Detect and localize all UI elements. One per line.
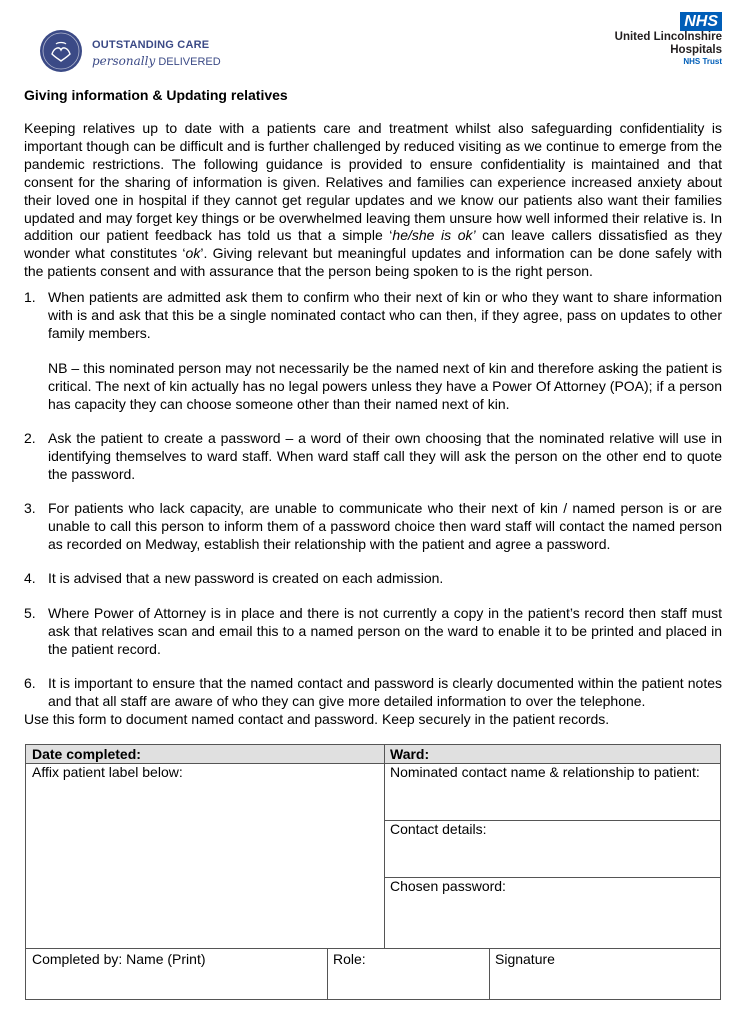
- intro-paragraph: [24, 120, 722, 281]
- date-completed-field[interactable]: Date completed:: [26, 745, 384, 763]
- form-divider: [26, 763, 720, 764]
- list-item: [24, 430, 722, 484]
- form-divider: [327, 948, 328, 999]
- list-item: [24, 570, 722, 588]
- step-note: NB – this nominated person may not necessarily be the named next of kin and therefore asking the patient is critical. The next of kin actually has no legal powers unless they have a Power Of Attorney (POA); if a person has capacity they can choose someone other than their named next of kin.: [48, 359, 722, 412]
- role-field[interactable]: Role:: [333, 951, 366, 967]
- contact-details-field[interactable]: Contact details:: [390, 821, 487, 837]
- named-contact-form: [25, 744, 721, 1000]
- completed-by-field[interactable]: Completed by: Name (Print): [32, 951, 206, 967]
- brand-line-2-italic: personally: [92, 54, 156, 68]
- step-text: For patients who lack capacity, are unable to communicate who their next of kin / named person is or are unable to call this person to inform them of a password choice then ward staff will contact the named person as recorded on Medway, establish their relationship with the patient and agree a password.: [48, 500, 722, 552]
- form-divider: [384, 820, 720, 821]
- brand-line-2: [92, 54, 221, 68]
- step-number: 1.: [24, 289, 36, 305]
- hands-heart-seal-icon: [40, 30, 82, 72]
- form-divider: [384, 745, 385, 948]
- brand-line-2-rest: DELIVERED: [158, 56, 221, 68]
- form-divider: [384, 877, 720, 878]
- guidance-steps: [24, 289, 722, 727]
- step-text: When patients are admitted ask them to confirm who their next of kin or who they want to share information with is and ask that this be a single nominated contact who can then, if they agree, pass on updates to other family members.: [48, 289, 722, 341]
- step-number: 2.: [24, 429, 36, 446]
- step-text: Ask the patient to create a password – a word of their own choosing that the nominated relative will use in identifying themselves to ward staff. When ward staff call they will ask the person on the other end to quote the password.: [48, 429, 722, 482]
- step-text: It is advised that a new password is created on each admission.: [48, 570, 444, 587]
- org-name-line-2: Hospitals: [670, 44, 722, 56]
- document-title: Giving information & Updating relatives: [24, 87, 288, 103]
- form-instruction: Use this form to document named contact and password. Keep securely in the patient records.: [24, 711, 610, 727]
- org-name-line-1: United Lincolnshire: [614, 31, 722, 43]
- intro-text-1: Keeping relatives up to date with a patients care and treatment whilst also safeguarding confidentiality is important though can be difficult and is further challenged by reduced visiting as we continue to emerge from the pandemic restrictions. The following guidance is provided to ensure confidentiality is maintained and that consent for the sharing of information is given. Relatives and families can experience increased anxiety about their loved one in hospital if they cannot get regular updates and we know our patients also want their families updated and may forget key things or be overwhelmed leaving them unsure how well informed their relative is. In addition our patient feedback has told us that a simple ‘: [24, 120, 722, 244]
- intro-quote: he/she is ok’: [392, 227, 476, 244]
- list-item: [24, 500, 722, 554]
- form-divider: [26, 948, 720, 949]
- intro-text-2: can leave callers dissatisfied as they wonder what constitutes ‘: [24, 227, 722, 262]
- nhs-badge: NHS: [680, 12, 722, 31]
- list-item: [24, 289, 722, 413]
- nhs-trust-logo: [552, 12, 722, 74]
- ward-field[interactable]: Ward:: [384, 745, 720, 763]
- org-name-line-3: NHS Trust: [683, 57, 722, 66]
- list-item: [24, 675, 722, 711]
- intro-text-3: ’. Giving relevant but meaningful updates and information can be done safely with the patients consent and with assurance that the person being spoken to is the right person.: [24, 245, 722, 280]
- list-item: [24, 605, 722, 659]
- step-number: 3.: [24, 500, 36, 517]
- signature-field[interactable]: Signature: [495, 951, 555, 967]
- nominated-contact-field[interactable]: Nominated contact name & relationship to patient:: [390, 764, 700, 780]
- brand-line-1: OUTSTANDING CARE: [92, 39, 210, 51]
- step-text: It is important to ensure that the named contact and password is clearly documented within the patient notes and that all staff are aware of who they can give more detailed information to over the telephone.: [48, 675, 722, 709]
- step-number: 4.: [24, 570, 36, 587]
- step-text: Where Power of Attorney is in place and there is not currently a copy in the patient’s record then staff must ask that relatives scan and email this to a named person on the ward to enable it to be printed and placed in the patient record.: [48, 604, 722, 657]
- step-number: 5.: [24, 604, 36, 621]
- trust-values-logo: [40, 30, 221, 76]
- form-divider: [489, 948, 490, 999]
- step-number: 6.: [24, 675, 36, 691]
- intro-ok: ok: [185, 245, 201, 262]
- patient-label-area[interactable]: Affix patient label below:: [32, 764, 183, 780]
- chosen-password-field[interactable]: Chosen password:: [390, 878, 506, 894]
